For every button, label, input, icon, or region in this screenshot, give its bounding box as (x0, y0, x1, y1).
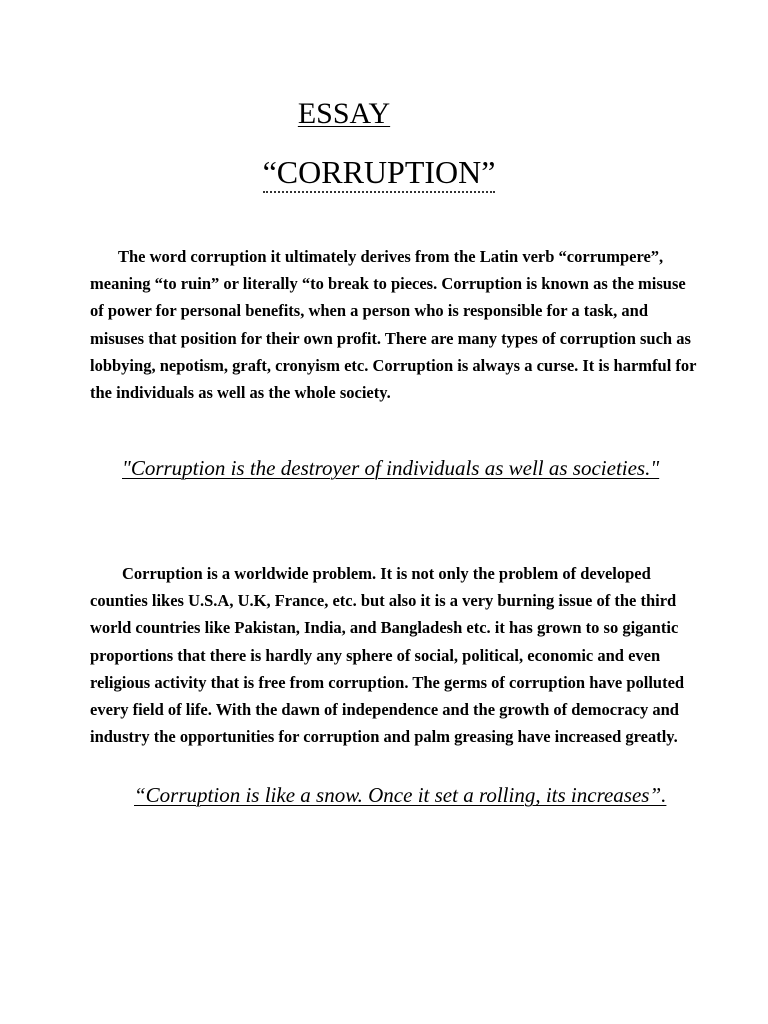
essay-heading (0, 94, 728, 134)
paragraph-intro-text: The word corruption it ultimately derives from the Latin verb “corrumpere”, meaning “to ruin” or literally “to break to pieces. Corruption is known as the misuse of power for personal benefits, when a person who is responsible for a task, and misuses that position for their own profit. There are many types of corruption such as lobbying, nepotism, graft, cronyism etc. Corruption is always a curse. It is harmful for the individuals as well as the whole society. (90, 247, 697, 403)
quote-destroyer-text: "Corruption is the destroyer of individuals as well as societies." (122, 456, 660, 480)
essay-topic-title (0, 150, 763, 194)
essay-heading-text: ESSAY (297, 97, 391, 130)
essay-topic-text: “CORRUPTION” (263, 154, 496, 193)
paragraph-worldwide-problem (90, 560, 700, 750)
quote-destroyer (90, 450, 690, 486)
paragraph-intro (90, 243, 700, 406)
quote-snow (90, 777, 690, 813)
paragraph-worldwide-problem-text: Corruption is a worldwide problem. It is not only the problem of developed counties likes U.S.A, U.K, France, etc. but also it is a very burning issue of the third world countries like Pakistan, India, and Bangladesh etc. it has grown to so gigantic proportions that there is hardly any sphere of social, political, economic and even religious activity that is free from corruption. The germs of corruption have polluted every field of life. With the dawn of independence and the growth of democracy and industry the opportunities for corruption and palm greasing have increased greatly. (90, 564, 685, 747)
quote-snow-text: “Corruption is like a snow. Once it set a rolling, its increases”. (134, 783, 667, 807)
